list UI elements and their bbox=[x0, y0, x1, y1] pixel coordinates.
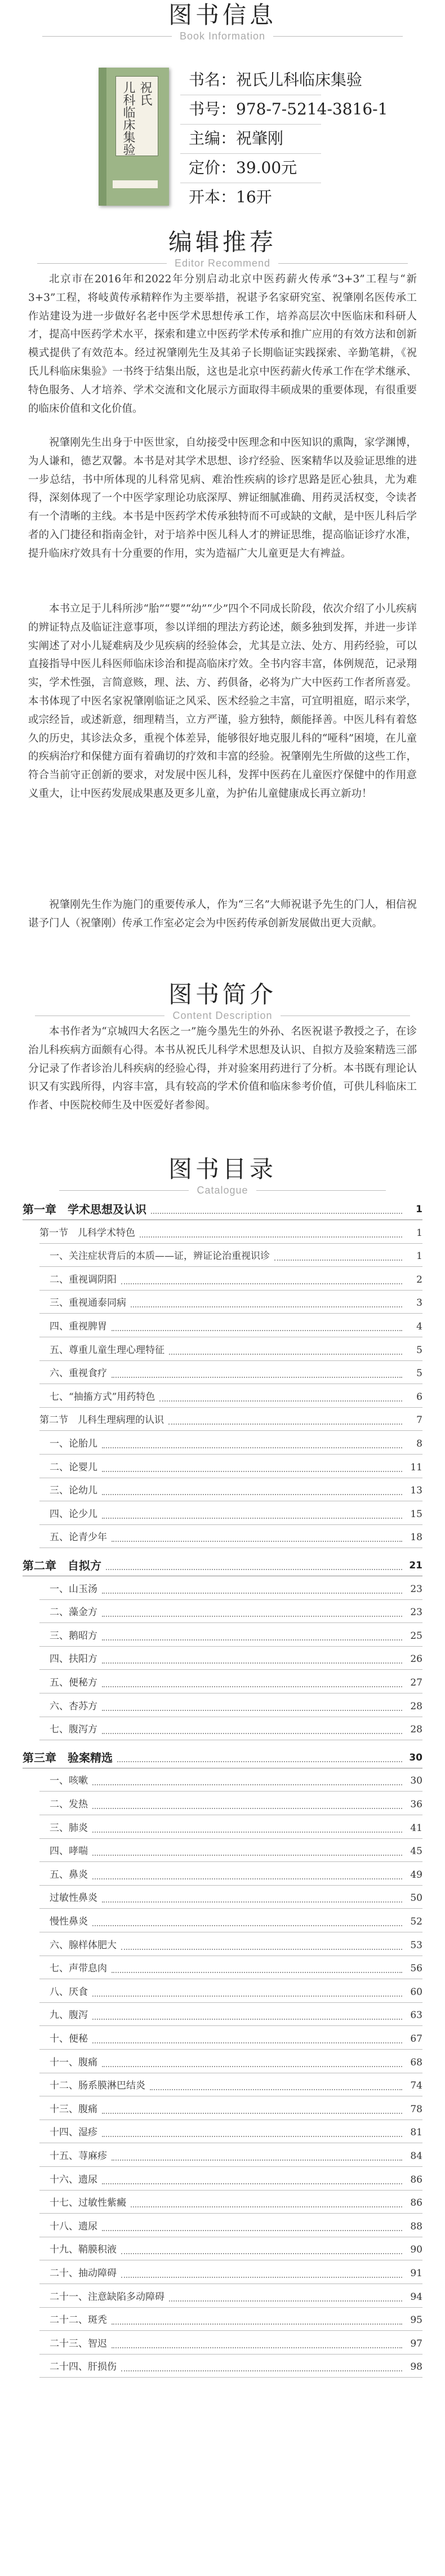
toc-leader-dots bbox=[92, 1776, 402, 1785]
recommend-paragraph: 祝肇刚先生作为施门的重要传承人，作为“三名”大师祝谌予先生的门人，相信祝谌予门人（祝肇刚）传承工作室必定会为中医药传承创新发展做出更大贡献。 bbox=[28, 899, 417, 929]
toc-leader-dots bbox=[102, 1702, 402, 1711]
toc-item bbox=[23, 1528, 422, 1546]
toc-divider bbox=[39, 1646, 422, 1647]
toc-item bbox=[23, 1318, 422, 1336]
toc-leader-dots bbox=[112, 1964, 402, 1973]
toc-item bbox=[23, 2054, 422, 2072]
toc-divider bbox=[39, 1838, 422, 1839]
toc-leader-dots bbox=[150, 2081, 402, 2090]
toc-divider bbox=[39, 2213, 422, 2214]
toc-divider bbox=[39, 1861, 422, 1862]
toc-leader-dots bbox=[102, 2105, 402, 2114]
toc-leader-dots bbox=[92, 1870, 402, 1879]
toc-item bbox=[23, 1674, 422, 1692]
toc-item bbox=[23, 2006, 422, 2024]
book-info-header bbox=[0, 1, 445, 42]
book-info-subtitle: Book Information bbox=[179, 30, 266, 42]
toc-leader-dots bbox=[112, 2339, 402, 2348]
toc-leader-dots bbox=[92, 1800, 402, 1809]
toc-divider bbox=[39, 1599, 422, 1600]
toc-entry-title: 三、重视通泰同病 bbox=[50, 1297, 126, 1309]
toc-leader-dots bbox=[92, 1917, 402, 1926]
toc-leader-dots bbox=[102, 2175, 402, 2184]
toc-entry-title: 二、藻金方 bbox=[50, 1607, 97, 1619]
toc-entry-title: 二十四、肝损伤 bbox=[50, 2361, 117, 2373]
description-subtitle: Content Description bbox=[172, 1010, 273, 1021]
toc-leader-dots bbox=[112, 1533, 402, 1542]
toc-divider bbox=[39, 1524, 422, 1525]
toc-leader-dots bbox=[102, 2128, 402, 2137]
toc-page-number: 27 bbox=[410, 1677, 422, 1688]
info-isbn: 书号：978-7-5214-3816-1 bbox=[189, 100, 388, 118]
toc-item bbox=[23, 1505, 422, 1523]
toc-entry-title: 二十一、注意缺陷多动障碍 bbox=[50, 2291, 164, 2303]
toc-entry-title: 十三、腹痛 bbox=[50, 2103, 97, 2115]
cover-title-line2: 儿科临床集验 bbox=[121, 81, 135, 156]
toc-entry-title: 四、论少儿 bbox=[50, 1508, 97, 1520]
toc-divider bbox=[39, 1454, 422, 1455]
toc-page-number: 86 bbox=[410, 2197, 422, 2209]
toc-entry-title: 第二章 自拟方 bbox=[23, 1559, 101, 1572]
toc-page-number: 67 bbox=[410, 2033, 422, 2045]
toc-item bbox=[23, 1603, 422, 1621]
toc-page-number: 91 bbox=[410, 2268, 422, 2279]
toc-page-number: 25 bbox=[410, 1630, 422, 1642]
toc-page-number: 26 bbox=[410, 1653, 422, 1665]
toc-item bbox=[23, 2123, 422, 2142]
toc-item bbox=[23, 1458, 422, 1477]
toc-page-number: 95 bbox=[410, 2315, 422, 2326]
toc-item bbox=[23, 2358, 422, 2376]
toc-entry-title: 一、关注症状背后的本质——证，辨证论治重视识诊 bbox=[50, 1251, 270, 1262]
toc-item bbox=[23, 1913, 422, 1931]
toc-entry-title: 十六、遗尿 bbox=[50, 2174, 97, 2185]
description-header bbox=[0, 981, 445, 1022]
toc-page-number: 56 bbox=[410, 1963, 422, 1975]
toc-page-number: 11 bbox=[410, 1461, 422, 1473]
toc-entry-title: 五、鼻炎 bbox=[50, 1869, 88, 1881]
toc-page-number: 1 bbox=[416, 1251, 422, 1262]
toc-page-number: 2 bbox=[416, 1274, 422, 1285]
toc-item bbox=[23, 2264, 422, 2282]
toc-entry-title: 四、扶阳方 bbox=[50, 1653, 97, 1665]
toc-divider bbox=[39, 2025, 422, 2026]
toc-item bbox=[23, 2030, 422, 2048]
toc-section bbox=[23, 1224, 422, 1242]
toc-entry-title: 七、腹泻方 bbox=[50, 1724, 97, 1736]
toc-entry-title: 十八、遗尿 bbox=[50, 2220, 97, 2232]
toc-page-number: 84 bbox=[410, 2151, 422, 2162]
toc-leader-dots bbox=[140, 1229, 402, 1238]
toc-page-number: 81 bbox=[410, 2127, 422, 2139]
toc-chapter bbox=[23, 1749, 422, 1767]
toc-page-number: 23 bbox=[410, 1607, 422, 1619]
toc-entry-title: 二十、抽动障碍 bbox=[50, 2268, 117, 2279]
toc-page-number: 63 bbox=[410, 2010, 422, 2021]
toc-page-number: 53 bbox=[410, 1939, 422, 1951]
toc-divider bbox=[39, 2330, 422, 2331]
toc-leader-dots bbox=[169, 1346, 402, 1355]
toc-item bbox=[23, 1580, 422, 1598]
toc-entry-title: 十九、鞘膜积液 bbox=[50, 2244, 117, 2256]
toc-entry-title: 十七、过敏性紫癜 bbox=[50, 2197, 126, 2209]
toc-item bbox=[23, 2100, 422, 2118]
toc-entry-title: 第一节 儿科学术特色 bbox=[39, 1227, 135, 1239]
toc-divider bbox=[39, 1360, 422, 1361]
toc-page-number: 88 bbox=[410, 2220, 422, 2232]
toc-item bbox=[23, 1842, 422, 1860]
toc-divider bbox=[39, 1908, 422, 1909]
toc-entry-title: 过敏性鼻炎 bbox=[50, 1892, 97, 1904]
recommend-paragraph: 北京市在2016年和2022年分别启动北京中医药薪火传承“3+3”工程与“新3+3”工程，将岐黄传承精粹作为主要举措，祝谌予名家研究室、祝肇刚名医传承工作站建设为进一步做好名老中医学术思想传承工作，培养高层次中医临床和科研人才，提高中医药学术水平，探索和建立中医药学术传承和推广应用的有效方法和创新模式提供了有效范本。经过祝肇刚先生及其弟子长期临证实践探索、辛勤笔耕，《祝氏儿科临床集验》一书终于结集出版，这也是北京中医药薪火传承工作在学术继承、特色服务、人才培养、学术交流和文化展示方面取得丰硕成果的重要体现，有很重要的临床价值和文化价值。 bbox=[28, 273, 417, 415]
toc-page-number: 21 bbox=[409, 1560, 422, 1571]
toc-page-number: 74 bbox=[410, 2080, 422, 2092]
toc-entry-title: 八、厌食 bbox=[50, 1986, 88, 1998]
toc-item bbox=[23, 2288, 422, 2306]
toc-item bbox=[23, 1294, 422, 1312]
toc-leader-dots bbox=[102, 2058, 402, 2067]
toc-divider bbox=[39, 2049, 422, 2050]
toc-divider bbox=[39, 1885, 422, 1886]
toc-leader-dots bbox=[102, 1655, 402, 1664]
toc-page-number: 41 bbox=[410, 1822, 422, 1834]
recommend-header bbox=[0, 228, 445, 269]
toc-entry-title: 六、杏苏方 bbox=[50, 1700, 97, 1712]
toc-divider bbox=[39, 2377, 422, 2378]
toc-divider bbox=[39, 1669, 422, 1670]
toc-item bbox=[23, 1721, 422, 1739]
toc-entry-title: 五、论青少年 bbox=[50, 1532, 107, 1544]
toc-item bbox=[23, 1819, 422, 1837]
toc-divider bbox=[39, 2307, 422, 2308]
toc-entry-title: 二、论婴儿 bbox=[50, 1461, 97, 1473]
catalogue-title: 图书目录 bbox=[168, 1155, 277, 1183]
toc-item bbox=[23, 1697, 422, 1715]
toc-entry-title: 五、便秘方 bbox=[50, 1677, 97, 1688]
toc-leader-dots bbox=[102, 1894, 402, 1903]
toc-item bbox=[23, 2335, 422, 2353]
toc-item bbox=[23, 1959, 422, 1978]
cover-title-line1: 祝氏 bbox=[138, 81, 152, 106]
toc-entry-title: 三、肺炎 bbox=[50, 1822, 88, 1834]
toc-leader-dots bbox=[169, 2293, 402, 2302]
toc-entry-title: 一、山玉汤 bbox=[50, 1583, 97, 1595]
toc-entry-title: 一、论胎儿 bbox=[50, 1438, 97, 1449]
toc-page-number: 5 bbox=[416, 1344, 422, 1356]
toc-leader-dots bbox=[159, 1393, 402, 1402]
toc-item bbox=[23, 2147, 422, 2165]
toc-item bbox=[23, 1341, 422, 1359]
toc-page-number: 23 bbox=[410, 1583, 422, 1595]
toc-entry-title: 十二、肠系膜淋巴结炎 bbox=[50, 2080, 145, 2092]
toc-leader-dots bbox=[168, 1416, 402, 1425]
description-title: 图书简介 bbox=[168, 981, 277, 1008]
toc-page-number: 6 bbox=[416, 1391, 422, 1403]
toc-page-number: 68 bbox=[410, 2056, 422, 2068]
toc-item bbox=[23, 1772, 422, 1790]
toc-page-number: 4 bbox=[416, 1321, 422, 1332]
toc-entry-title: 二十三、智迟 bbox=[50, 2338, 107, 2349]
toc-page-number: 18 bbox=[410, 1532, 422, 1544]
toc-divider bbox=[39, 1266, 422, 1267]
toc-entry-title: 十五、荨麻疹 bbox=[50, 2151, 107, 2162]
toc-item bbox=[23, 1364, 422, 1382]
toc-item bbox=[23, 2194, 422, 2212]
toc-leader-dots bbox=[92, 1824, 402, 1833]
toc-item bbox=[23, 1482, 422, 1500]
recommend-paragraph: 祝肇刚先生出身于中医世家，自幼接受中医理念和中医知识的熏陶，家学渊博，为人谦和，德艺双馨。本书是对其学术思想、诊疗经验、医案精华以及验证思维的进一步总结，书中所体现的儿科常见病、难治性疾病的诊疗思路是匠心独具，尤为难得，深刻体现了一个中医学家理论功底深厚、辨证细腻准确、用药灵活权变，令读者有一个清晰的主线。本书是中医药学术传承独特而不可或缺的文献，是中医儿科后学者的入门捷径和指南金针，对于培养中医儿科人才的辨证思维，提高临证诊疗水准，提升临床疗效具有十分重要的作用，实为造福广大儿童更是大有裨益。 bbox=[28, 437, 417, 560]
recommend-subtitle: Editor Recommend bbox=[174, 258, 271, 269]
toc-page-number: 30 bbox=[409, 1752, 422, 1763]
toc-entry-title: 三、论幼儿 bbox=[50, 1485, 97, 1497]
toc-page-number: 52 bbox=[410, 1916, 422, 1927]
toc-leader-dots bbox=[131, 1298, 402, 1307]
toc-page-number: 13 bbox=[410, 1485, 422, 1497]
toc-page-number: 7 bbox=[416, 1415, 422, 1426]
toc-page-number: 90 bbox=[410, 2244, 422, 2256]
book-info-title: 图书信息 bbox=[168, 1, 277, 29]
toc-entry-title: 一、咳嗽 bbox=[50, 1775, 88, 1787]
toc-page-number: 3 bbox=[416, 1297, 422, 1309]
toc-entry-title: 三、鹅昭方 bbox=[50, 1630, 97, 1642]
toc-item bbox=[23, 1866, 422, 1884]
toc-chapter bbox=[23, 1557, 422, 1575]
toc-leader-dots bbox=[102, 1608, 402, 1617]
catalogue-subtitle: Catalogue bbox=[197, 1185, 248, 1196]
toc-divider bbox=[39, 1430, 422, 1431]
toc-leader-dots bbox=[112, 2316, 402, 2325]
toc-leader-dots bbox=[121, 1275, 402, 1284]
toc-leader-dots bbox=[102, 1631, 402, 1641]
toc-divider bbox=[39, 1407, 422, 1408]
toc-item bbox=[23, 2218, 422, 2236]
toc-entry-title: 第三章 验案精选 bbox=[23, 1750, 113, 1764]
toc-entry-title: 二、发热 bbox=[50, 1799, 88, 1810]
description-paragraph: 本书作者为“京城四大名医之一”施今墨先生的外孙、名医祝谌予教授之子，在诊治儿科疾病方面颇有心得。本书从祝氏儿科学术思想及认识、自拟方及验案精选三部分记录了作者诊治儿科疾病的经验心得，并对验案用药进行了分析。本书既有理论认识又有实践所得，内容丰富，具有较高的学术价值和临床参考价值，可供儿科临床工作者、中医院校师生及中医爱好者参阅。 bbox=[28, 1026, 417, 1112]
toc-leader-dots bbox=[121, 2245, 402, 2254]
toc-divider bbox=[39, 1313, 422, 1314]
toc-leader-dots bbox=[274, 1252, 402, 1261]
toc-page-number: 49 bbox=[410, 1869, 422, 1881]
toc-leader-dots bbox=[106, 1561, 402, 1570]
toc-item bbox=[23, 1889, 422, 1907]
toc-leader-dots bbox=[102, 1463, 402, 1472]
toc-leader-dots bbox=[151, 1205, 402, 1214]
toc-leader-dots bbox=[102, 1510, 402, 1519]
toc-leader-dots bbox=[112, 2152, 402, 2161]
toc-entry-title: 六、腺样体肥大 bbox=[50, 1939, 117, 1951]
toc-divider bbox=[39, 2002, 422, 2003]
toc-page-number: 45 bbox=[410, 1846, 422, 1857]
toc-leader-dots bbox=[121, 2269, 402, 2278]
toc-leader-dots bbox=[102, 1486, 402, 1495]
toc-entry-title: 六、重视食疗 bbox=[50, 1368, 107, 1380]
toc-leader-dots bbox=[102, 1725, 402, 1734]
toc-page-number: 30 bbox=[410, 1775, 422, 1787]
recommend-paragraph: 本书立足于儿科所涉“胎”“婴”“幼”“少”四个不同成长阶段，依次介绍了小儿疾病的辨证特点及临证注意事项，参以详细的理法方药论述，颇多独到发挥，并进一步详实阐述了对小儿疑难病及少见疾病的经验体会，尤其是立法、处方、用药经验，可以直接指导中医儿科医师临床诊治和提高临床疗效。全书内容丰富，体例规范，记录翔实，学术性强，言简意赅，理、法、方、药俱备，必将为广大中医药工作者所喜爱。本书体现了中医名家祝肇刚临证之风采、医术经验之丰富，可宜明祖庭，昭示来学，或宗经旨，或述新意，细理精当，立方严谨，验方独特，颇能择善。中医儿科有着悠久的历史，其诊法众多，重视个体差异，能够很好地克服儿科的“哑科”困境，在儿童的疾病治疗和保健方面有着确切的疗效和丰富的经验。祝肇刚先生所做的这些工作，符合当前守正创新的要求，对发展中医儿科，发挥中医药在儿童医疗保健中的作用意义重大，让中医药发展成果惠及更多儿童，为护佑儿童健康成长再立新功！ bbox=[28, 603, 417, 800]
recommend-title: 编辑推荐 bbox=[168, 228, 277, 256]
toc-item bbox=[23, 1435, 422, 1453]
toc-entry-title: 五、尊重儿童生理心理特征 bbox=[50, 1344, 164, 1356]
toc-leader-dots bbox=[112, 1369, 402, 1378]
toc-entry-title: 第一章 学术思想及认识 bbox=[23, 1203, 146, 1216]
toc-page-number: 8 bbox=[416, 1438, 422, 1449]
toc-leader-dots bbox=[117, 1753, 402, 1762]
toc-entry-title: 二、重视调阴阳 bbox=[50, 1274, 117, 1285]
toc-page-number: 60 bbox=[410, 1986, 422, 1998]
toc-item bbox=[23, 1650, 422, 1668]
toc-page-number: 78 bbox=[410, 2103, 422, 2115]
toc-leader-dots bbox=[102, 1585, 402, 1594]
toc-page-number: 15 bbox=[410, 1508, 422, 1520]
toc-leader-dots bbox=[112, 1322, 402, 1331]
toc-leader-dots bbox=[92, 2011, 402, 2020]
toc-leader-dots bbox=[121, 2362, 402, 2371]
toc-item bbox=[23, 1936, 422, 1954]
toc-entry-title: 十四、湿疹 bbox=[50, 2127, 97, 2139]
toc-page-number: 36 bbox=[410, 1799, 422, 1810]
toc-page-number: 28 bbox=[410, 1700, 422, 1712]
toc-leader-dots bbox=[102, 2222, 402, 2231]
toc-item bbox=[23, 2311, 422, 2329]
info-format: 开本：16开 bbox=[189, 188, 272, 206]
toc-item bbox=[23, 1795, 422, 1814]
toc-entry-title: 四、重视脾胃 bbox=[50, 1321, 107, 1332]
toc-item bbox=[23, 2077, 422, 2095]
toc-leader-dots bbox=[92, 1847, 402, 1856]
toc-page-number: 50 bbox=[410, 1892, 422, 1904]
toc-item bbox=[23, 2171, 422, 2189]
toc-item bbox=[23, 2241, 422, 2259]
toc-page-number: 97 bbox=[410, 2338, 422, 2349]
toc-leader-dots bbox=[102, 1439, 402, 1448]
toc-divider bbox=[39, 1622, 422, 1623]
toc-leader-dots bbox=[92, 2034, 402, 2043]
toc-chapter bbox=[23, 1200, 422, 1218]
toc-page-number: 28 bbox=[410, 1724, 422, 1736]
toc-divider bbox=[39, 1290, 422, 1291]
info-editor: 主编：祝肇刚 bbox=[189, 129, 284, 148]
toc-divider bbox=[39, 2166, 422, 2167]
toc-entry-title: 第二节 儿科生理病理的认识 bbox=[39, 1415, 164, 1426]
toc-entry-title: 七、“抽搐方式”用药特色 bbox=[50, 1391, 155, 1403]
catalogue-header bbox=[0, 1155, 445, 1196]
toc-divider bbox=[39, 2190, 422, 2191]
toc-divider bbox=[39, 2354, 422, 2355]
toc-entry-title: 七、声带息肉 bbox=[50, 1963, 107, 1975]
toc-divider bbox=[39, 1791, 422, 1792]
info-title: 书名：祝氏儿科临床集验 bbox=[189, 70, 363, 89]
toc-entry-title: 十一、腹痛 bbox=[50, 2056, 97, 2068]
toc-page-number: 98 bbox=[410, 2361, 422, 2373]
toc-leader-dots bbox=[102, 1678, 402, 1687]
toc-page-number: 1 bbox=[416, 1227, 422, 1239]
toc-entry-title: 九、腹泻 bbox=[50, 2010, 88, 2021]
toc-item bbox=[23, 1271, 422, 1289]
toc-page-number: 5 bbox=[416, 1368, 422, 1380]
toc-entry-title: 四、哮喘 bbox=[50, 1846, 88, 1857]
toc-item bbox=[23, 1388, 422, 1406]
toc-entry-title: 慢性鼻炎 bbox=[50, 1916, 88, 1927]
toc-entry-title: 十、便秘 bbox=[50, 2033, 88, 2045]
toc-divider bbox=[39, 1243, 422, 1244]
toc-entry-title: 二十二、斑秃 bbox=[50, 2315, 107, 2326]
toc-leader-dots bbox=[121, 1941, 402, 1950]
toc-item bbox=[23, 1983, 422, 2001]
toc-item bbox=[23, 1247, 422, 1265]
toc-page-number: 1 bbox=[416, 1204, 422, 1215]
toc-leader-dots bbox=[131, 2198, 402, 2207]
toc-section bbox=[23, 1411, 422, 1429]
toc-page-number: 94 bbox=[410, 2291, 422, 2303]
toc-item bbox=[23, 1627, 422, 1645]
info-price: 定价：39.00元 bbox=[189, 158, 297, 177]
toc-leader-dots bbox=[92, 1988, 402, 1997]
toc-page-number: 86 bbox=[410, 2174, 422, 2185]
